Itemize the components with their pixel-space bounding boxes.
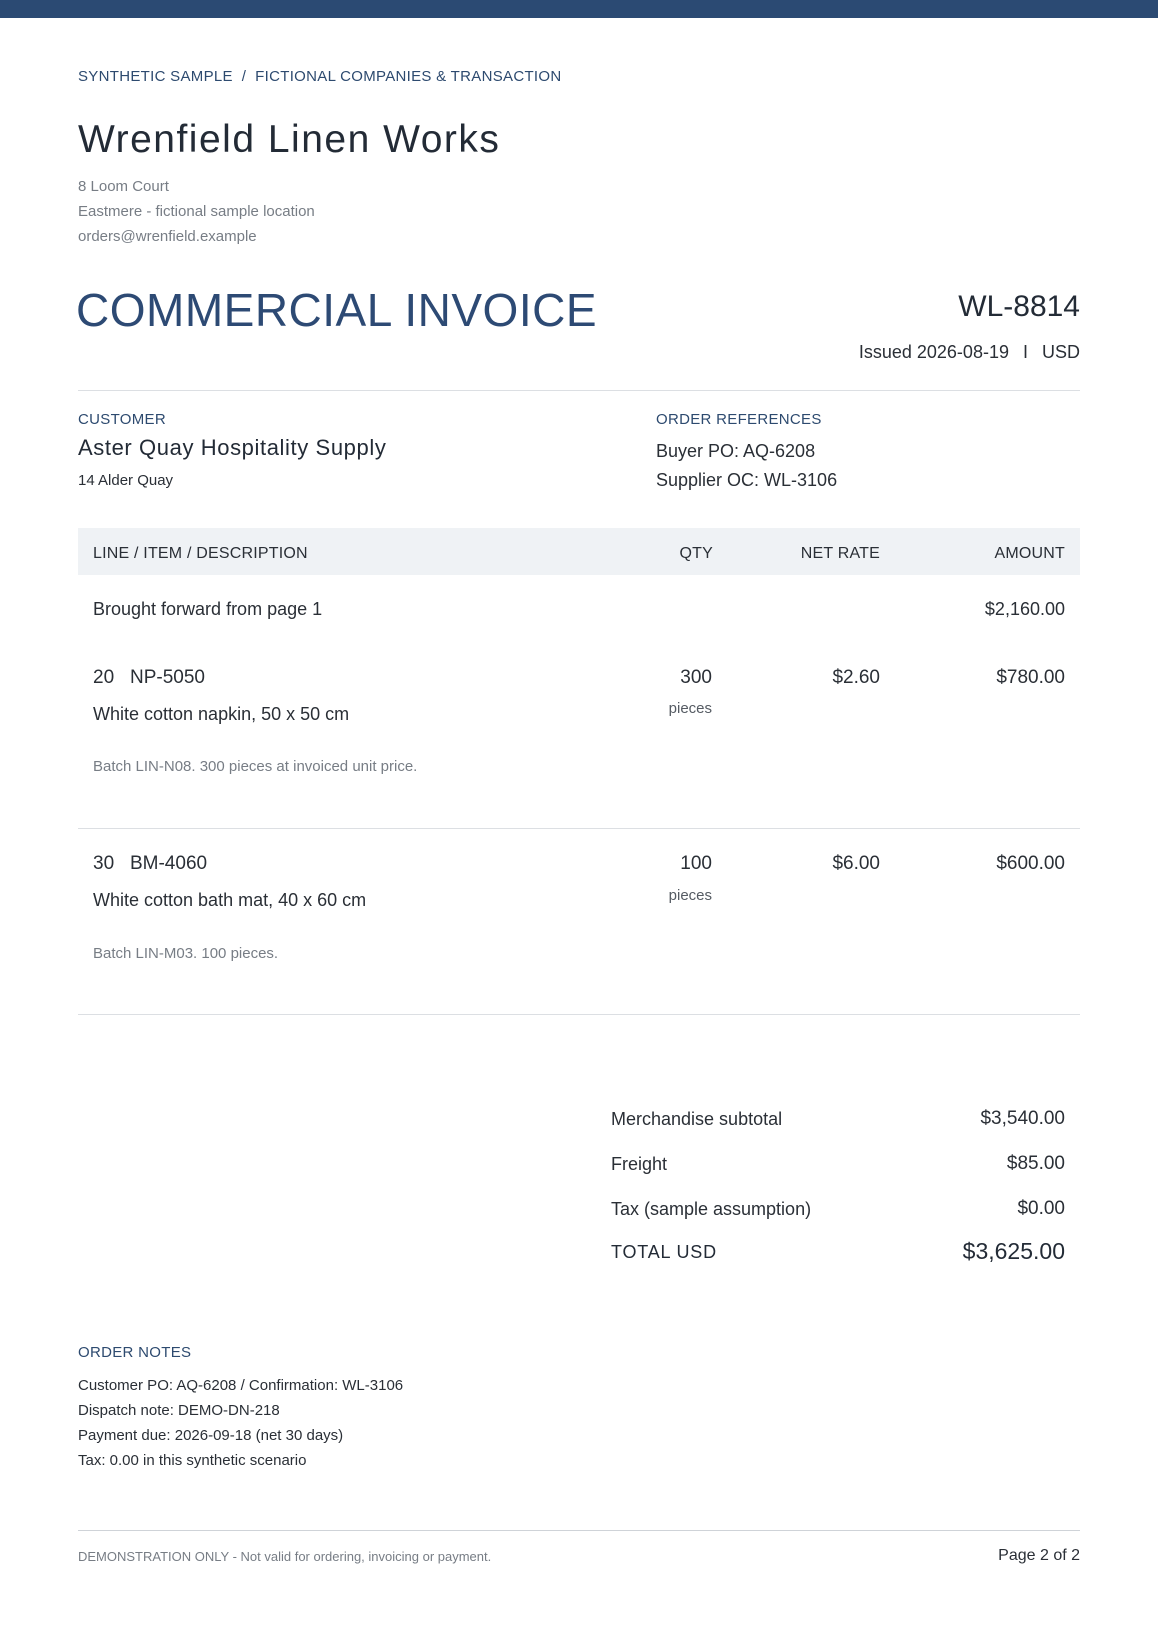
references-label: ORDER REFERENCES — [656, 411, 822, 428]
column-header-rate: NET RATE — [800, 545, 880, 562]
row-divider — [78, 828, 1080, 829]
issue-date: Issued 2026-08-19 — [858, 342, 1009, 362]
item-rate: $2.60 — [832, 667, 880, 688]
item-sku: BM-4060 — [129, 853, 208, 874]
company-address-line2: Eastmere - fictional sample location — [78, 203, 315, 220]
tax-label: Tax (sample assumption) — [611, 1199, 812, 1219]
document-title: COMMERCIAL INVOICE — [76, 284, 598, 336]
supplier-oc: Supplier OC: WL-3106 — [656, 470, 838, 490]
currency: USD — [1041, 342, 1080, 362]
item-unit: pieces — [668, 700, 712, 717]
line-number: 30 — [93, 853, 115, 874]
company-name: Wrenfield Linen Works — [78, 118, 501, 161]
total-label: TOTAL USD — [611, 1242, 717, 1262]
top-accent-bar — [0, 0, 1158, 18]
order-note-line: Payment due: 2026-09-18 (net 30 days) — [78, 1427, 344, 1444]
brought-forward-label: Brought forward from page 1 — [93, 599, 323, 619]
buyer-po: Buyer PO: AQ-6208 — [656, 441, 816, 461]
table-header — [78, 528, 1080, 575]
table-end-divider — [78, 1014, 1080, 1015]
order-note-line: Customer PO: AQ-6208 / Confirmation: WL-3106 — [78, 1377, 404, 1394]
customer-name: Aster Quay Hospitality Supply — [78, 435, 387, 460]
order-note-line: Dispatch note: DEMO-DN-218 — [78, 1402, 280, 1419]
item-qty: 300 — [680, 667, 712, 688]
item-qty: 100 — [680, 853, 712, 874]
freight-label: Freight — [611, 1154, 668, 1174]
invoice-number: WL-8814 — [958, 290, 1080, 323]
column-header-qty: QTY — [679, 545, 713, 562]
line-number: 20 — [93, 667, 115, 688]
tax-value: $0.00 — [1017, 1198, 1065, 1219]
order-note-line: Tax: 0.00 in this synthetic scenario — [78, 1452, 307, 1469]
issue-date-currency — [859, 342, 1080, 363]
line-item-heading — [93, 853, 207, 875]
brought-forward-amount: $2,160.00 — [984, 599, 1065, 619]
item-amount: $780.00 — [996, 667, 1065, 688]
footer-disclaimer: DEMONSTRATION ONLY - Not valid for ordering, invoicing or payment. — [78, 1549, 492, 1564]
freight-value: $85.00 — [1006, 1153, 1065, 1174]
page-number: Page 2 of 2 — [998, 1547, 1080, 1564]
footer-divider — [78, 1530, 1080, 1531]
item-amount: $600.00 — [996, 853, 1065, 874]
total-value: $3,625.00 — [962, 1238, 1065, 1264]
order-notes-label: ORDER NOTES — [78, 1344, 192, 1361]
sample-banner: SYNTHETIC SAMPLE / FICTIONAL COMPANIES & TRANSACTION — [78, 68, 562, 85]
item-description: White cotton bath mat, 40 x 60 cm — [93, 890, 367, 910]
column-header-amount: AMOUNT — [994, 545, 1065, 562]
item-rate: $6.00 — [832, 853, 880, 874]
item-unit: pieces — [668, 887, 712, 904]
separator: I — [1022, 342, 1028, 362]
customer-label: CUSTOMER — [78, 411, 166, 428]
item-note: Batch LIN-N08. 300 pieces at invoiced unit price. — [93, 758, 418, 775]
item-note: Batch LIN-M03. 100 pieces. — [93, 945, 279, 962]
item-sku: NP-5050 — [129, 667, 205, 688]
company-email: orders@wrenfield.example — [78, 228, 257, 245]
line-item-heading — [93, 667, 205, 689]
column-header-item: LINE / ITEM / DESCRIPTION — [93, 545, 308, 562]
subtotal-value: $3,540.00 — [980, 1108, 1065, 1129]
divider — [78, 390, 1080, 391]
subtotal-label: Merchandise subtotal — [611, 1109, 783, 1129]
customer-address: 14 Alder Quay — [78, 472, 174, 489]
company-address-line1: 8 Loom Court — [78, 178, 169, 195]
item-description: White cotton napkin, 50 x 50 cm — [93, 704, 350, 724]
